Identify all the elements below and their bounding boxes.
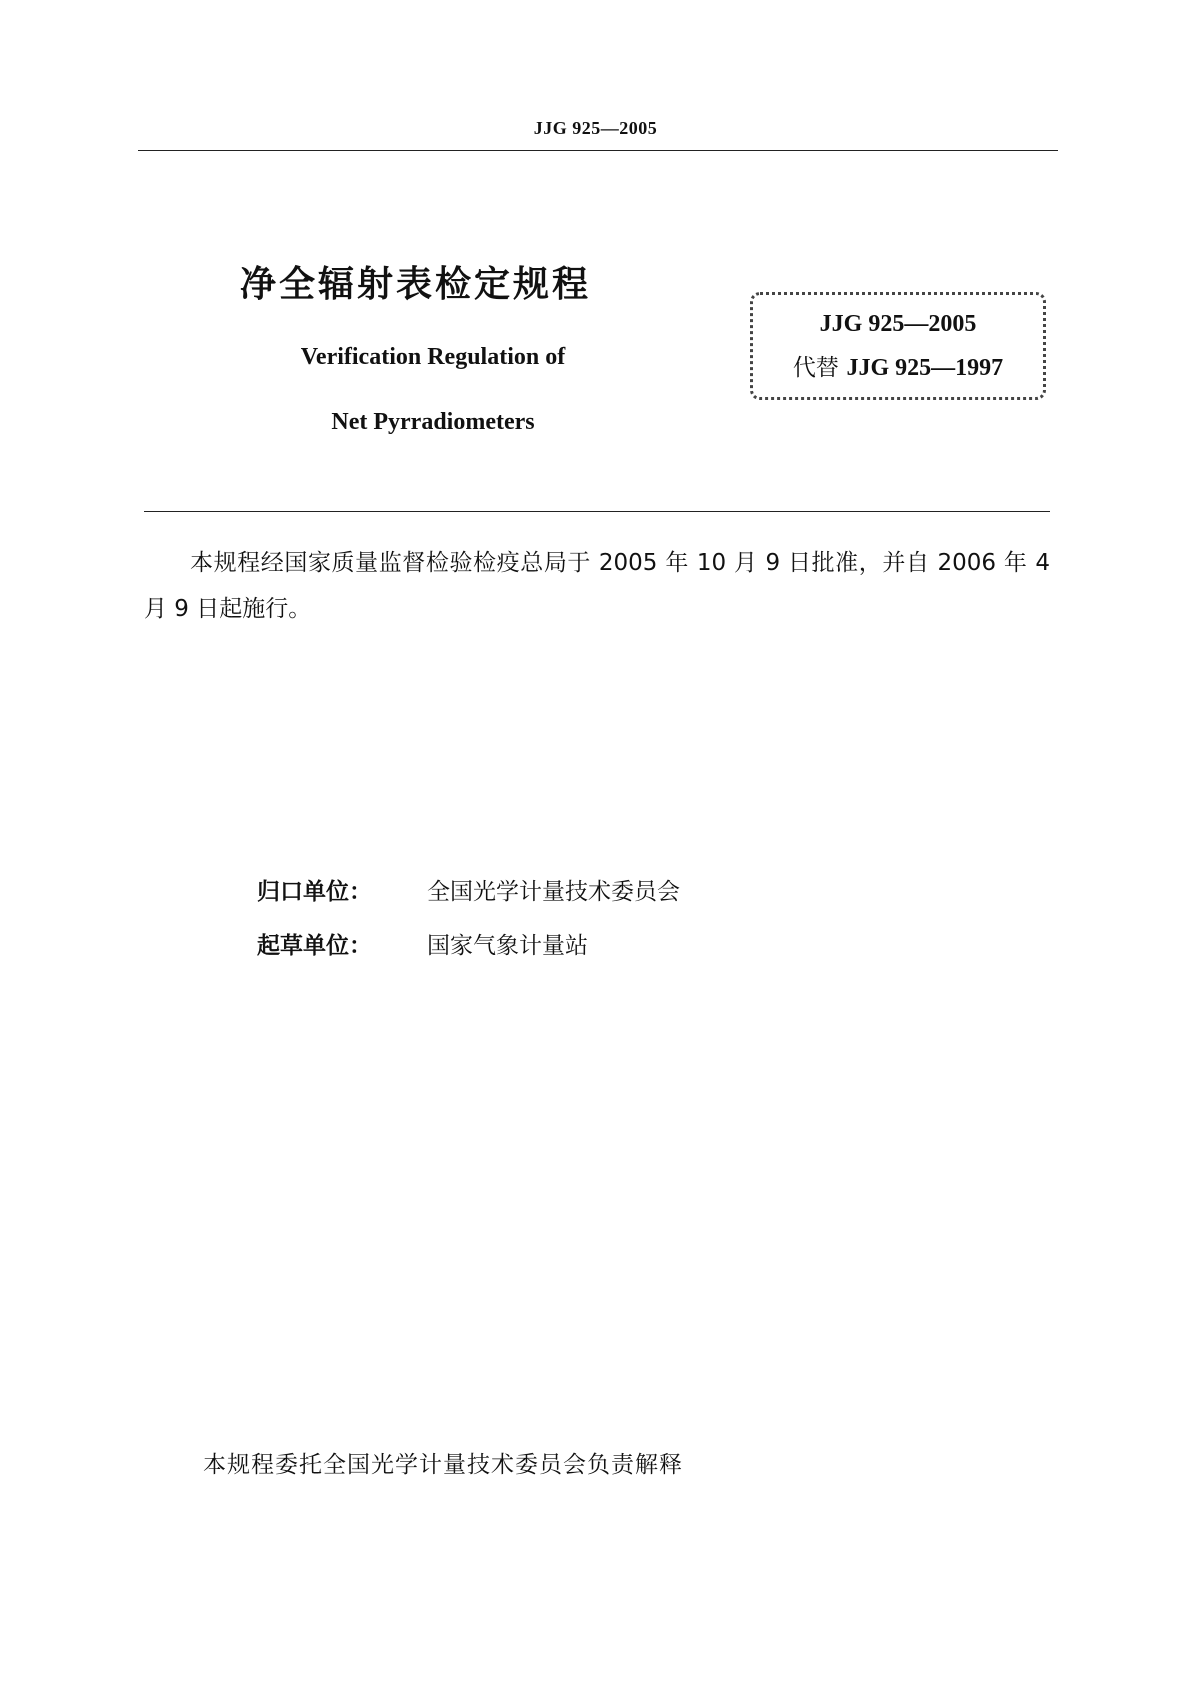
standard-code-box xyxy=(750,292,1046,400)
header-rule xyxy=(138,150,1058,151)
drafting-unit-value: 国家气象计量站 xyxy=(427,933,588,959)
standard-code: JJG 925—2005 xyxy=(819,311,977,337)
section-divider xyxy=(144,511,1050,512)
page-title-english-line2: Net Pyrradiometers xyxy=(331,409,535,435)
drafting-unit-label: 起草单位： xyxy=(257,933,372,959)
replaces-code: JJG 925—1997 xyxy=(846,355,1004,381)
responsible-unit-row xyxy=(257,873,680,906)
replaces-line xyxy=(753,349,1043,382)
responsible-unit-label: 归口单位： xyxy=(257,879,372,905)
interpretation-note: 本规程委托全国光学计量技术委员会负责解释 xyxy=(203,1452,683,1478)
page-title-english-line1: Verification Regulation of xyxy=(300,344,566,370)
running-header: JJG 925—2005 xyxy=(533,118,658,138)
drafting-unit-row xyxy=(257,927,588,960)
responsible-unit-value: 全国光学计量技术委员会 xyxy=(427,879,680,905)
page-title-chinese: 净全辐射表检定规程 xyxy=(240,264,592,305)
approval-statement: 本规程经国家质量监督检验检疫总局于 2005 年 10 月 9 日批准，并自 2006 年 4 月 9 日起施行。 xyxy=(144,550,1050,622)
replaces-prefix: 代替 xyxy=(792,355,839,381)
